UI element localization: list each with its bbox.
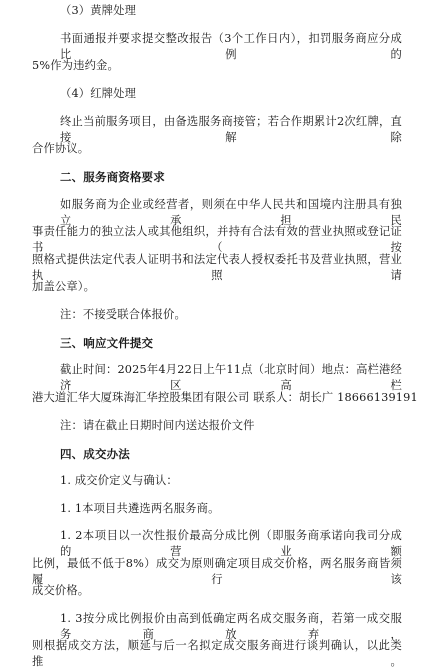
qualification-line-4: 加盖公章）。	[32, 280, 96, 293]
section-heading-qualification: 二、服务商资格要求	[60, 170, 165, 184]
qualification-line-3: 照格式提供法定代表人证明书和法定代表人授权委托书及营业执照，营业执照请	[32, 253, 402, 282]
award-item-1-2-line-2: 比例，最低不低于8%）成交为原则确定项目成交价格，两名服务商皆须履行该	[32, 557, 402, 586]
award-item-1-3-line-2: 则根据成交方法，顺延与后一名拟定成交服务商进行谈判确认，以此类推。	[32, 639, 402, 668]
paragraph-yellow-card-line-1: 书面通报并要求提交整改报告（3个工作日内），扣罚服务商应分成比例的	[60, 32, 402, 61]
paragraph-yellow-card-line-2: 5%作为违约金。	[32, 59, 119, 72]
section-heading-award: 四、成交办法	[60, 447, 130, 461]
paragraph-yellow-card-heading: （3）黄牌处理	[60, 4, 137, 17]
award-item-1-1: 1. 1本项目共遴选两名服务商。	[60, 502, 220, 515]
award-item-1-2-line-3: 成交价格。	[32, 584, 90, 597]
qualification-note: 注：不接受联合体报价。	[60, 308, 186, 321]
submission-line-1: 截止时间：2025年4月22日上午11点（北京时间）地点：高栏港经济区高栏	[60, 363, 402, 392]
paragraph-red-card-heading: （4）红牌处理	[60, 87, 137, 100]
award-item-1-2-line-1: 1. 2本项目以一次性报价最高分成比例（即服务商承诺向我司分成的营业额	[60, 529, 402, 558]
submission-note: 注：请在截止日期时间内送达报价文件	[60, 419, 255, 432]
section-heading-submission: 三、响应文件提交	[60, 336, 154, 350]
qualification-line-2: 事责任能力的独立法人或其他组织，并持有合法有效的营业执照或登记证书（按	[32, 225, 402, 254]
award-item-1-3-line-1: 1. 3按分成比例报价由高到低确定两名成交服务商，若第一成交服务商放弃，	[60, 612, 402, 641]
award-item-1: 1. 成交价定义与确认：	[60, 474, 178, 487]
paragraph-red-card-line-1: 终止当前服务项目，由备选服务商接管；若合作期累计2次红牌，直接解除	[60, 115, 402, 144]
paragraph-red-card-line-2: 合作协议。	[32, 142, 90, 155]
submission-line-2: 港大道汇华大厦珠海汇华控股集团有限公司 联系人：胡长广 18666139191	[32, 391, 418, 404]
qualification-line-1: 如服务商为企业或经营者，则须在中华人民共和国境内注册具有独立承担民	[60, 198, 402, 227]
